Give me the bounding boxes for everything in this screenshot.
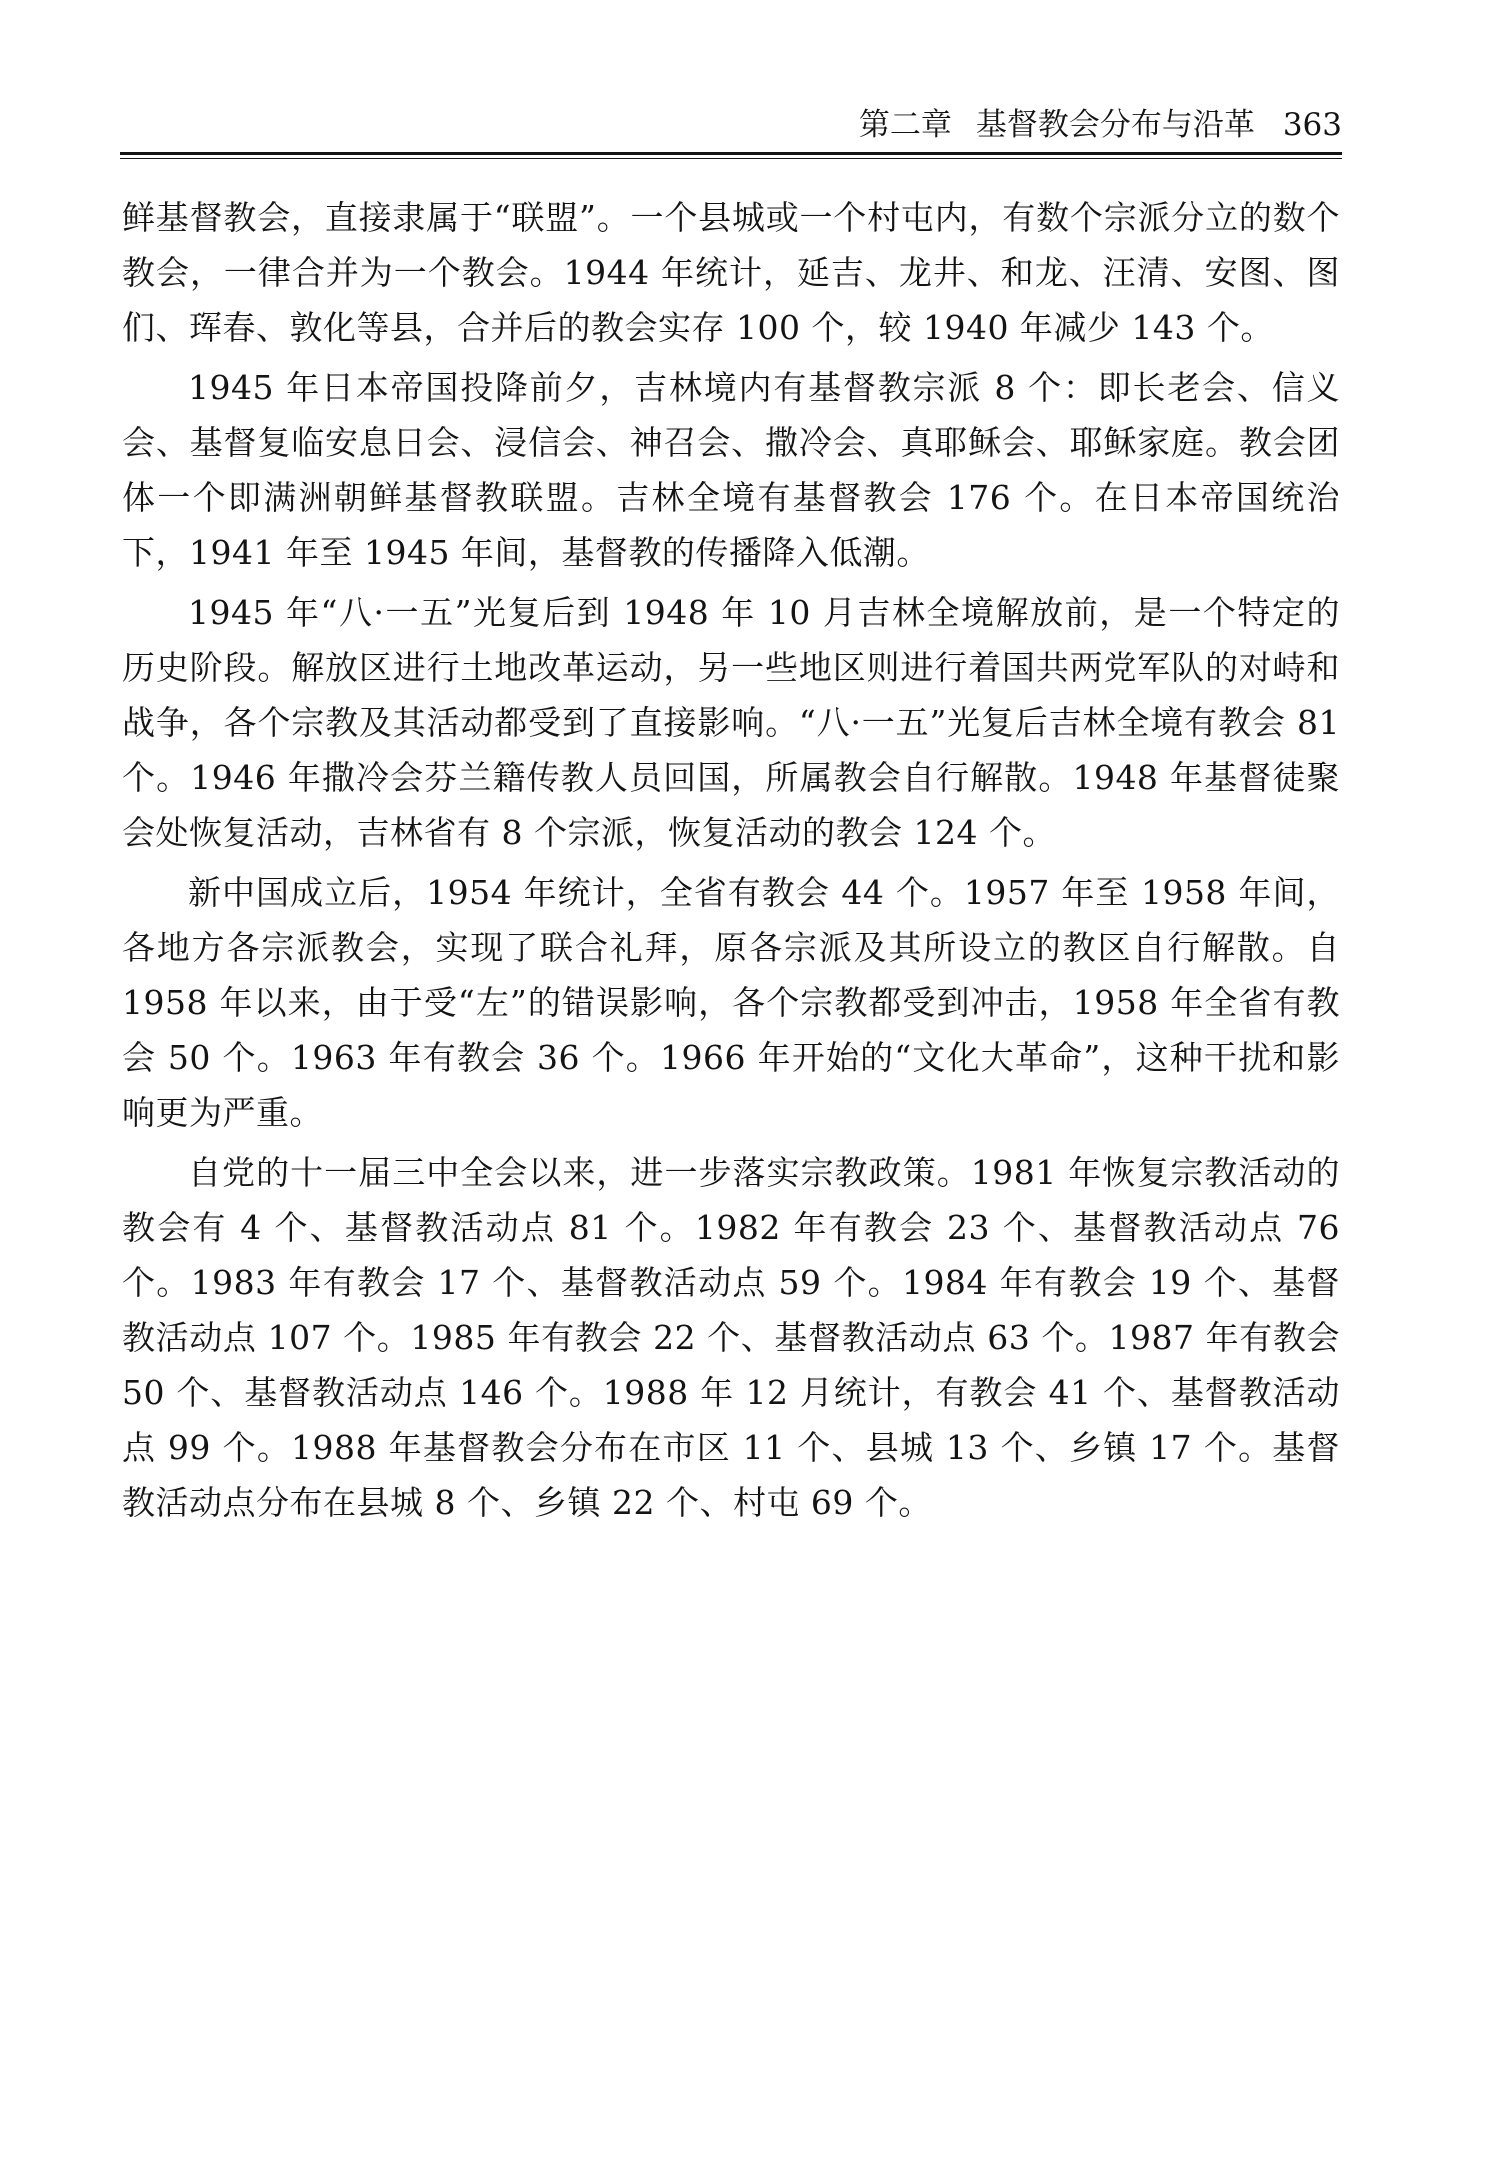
paragraph-reform-era: 自党的十一届三中全会以来，进一步落实宗教政策。1981 年恢复宗教活动的教会有 4 个、基督教活动点 81 个。1982 年有教会 23 个、基督教活动点 76 个。1983 年有教会 17 个、基督教活动点 59 个。1984 年有教会 19 个、基督教活动点 107 个。1985 年有教会 22 个、基督教活动点 63 个。1987 年有教会 50 个、基督教活动点 146 个。1988 年 12 月统计，有教会 41 个、基督教活动点 99 个。1988 年基督教会分布在市区 11 个、县城 13 个、乡镇 17 个。基督教活动点分布在县城 8 个、乡镇 22 个、村屯 69 个。	[122, 1153, 1340, 1522]
page-number: 363	[1282, 107, 1342, 143]
paragraph-new-china: 新中国成立后，1954 年统计，全省有教会 44 个。1957 年至 1958 年间，各地方各宗派教会，实现了联合礼拜，原各宗派及其所设立的教区自行解散。自 1958 年以来，由于受“左”的错误影响，各个宗教都受到冲击，1958 年全省有教会 50 个。1963 年有教会 36 个。1966 年开始的“文化大革命”，这种干扰和影响更为严重。	[122, 873, 1340, 1132]
header-rule-thick	[120, 152, 1342, 155]
chapter-label: 第二章	[858, 107, 952, 143]
running-header	[120, 100, 1342, 150]
header-rule-thin	[120, 158, 1342, 159]
paragraph-continued: 鲜基督教会，直接隶属于“联盟”。一个县城或一个村屯内，有数个宗派分立的数个教会，一律合并为一个教会。1944 年统计，延吉、龙井、和龙、汪清、安图、图们、珲春、敦化等县，合并后的教会实存 100 个，较 1940 年减少 143 个。	[122, 198, 1340, 347]
paragraph-1945-before-surrender: 1945 年日本帝国投降前夕，吉林境内有基督教宗派 8 个：即长老会、信义会、基督复临安息日会、浸信会、神召会、撒冷会、真耶稣会、耶稣家庭。教会团体一个即满洲朝鲜基督教联盟。吉林全境有基督教会 176 个。在日本帝国统治下，1941 年至 1945 年间，基督教的传播降入低潮。	[122, 368, 1340, 572]
body-text	[122, 190, 1340, 1535]
section-title: 基督教会分布与沿革	[975, 107, 1255, 143]
paragraph-1945-after-liberation: 1945 年“八·一五”光复后到 1948 年 10 月吉林全境解放前，是一个特定的历史阶段。解放区进行土地改革运动，另一些地区则进行着国共两党军队的对峙和战争，各个宗教及其活动都受到了直接影响。“八·一五”光复后吉林全境有教会 81 个。1946 年撒冷会芬兰籍传教人员回国，所属教会自行解散。1948 年基督徒聚会处恢复活动，吉林省有 8 个宗派，恢复活动的教会 124 个。	[122, 593, 1340, 852]
